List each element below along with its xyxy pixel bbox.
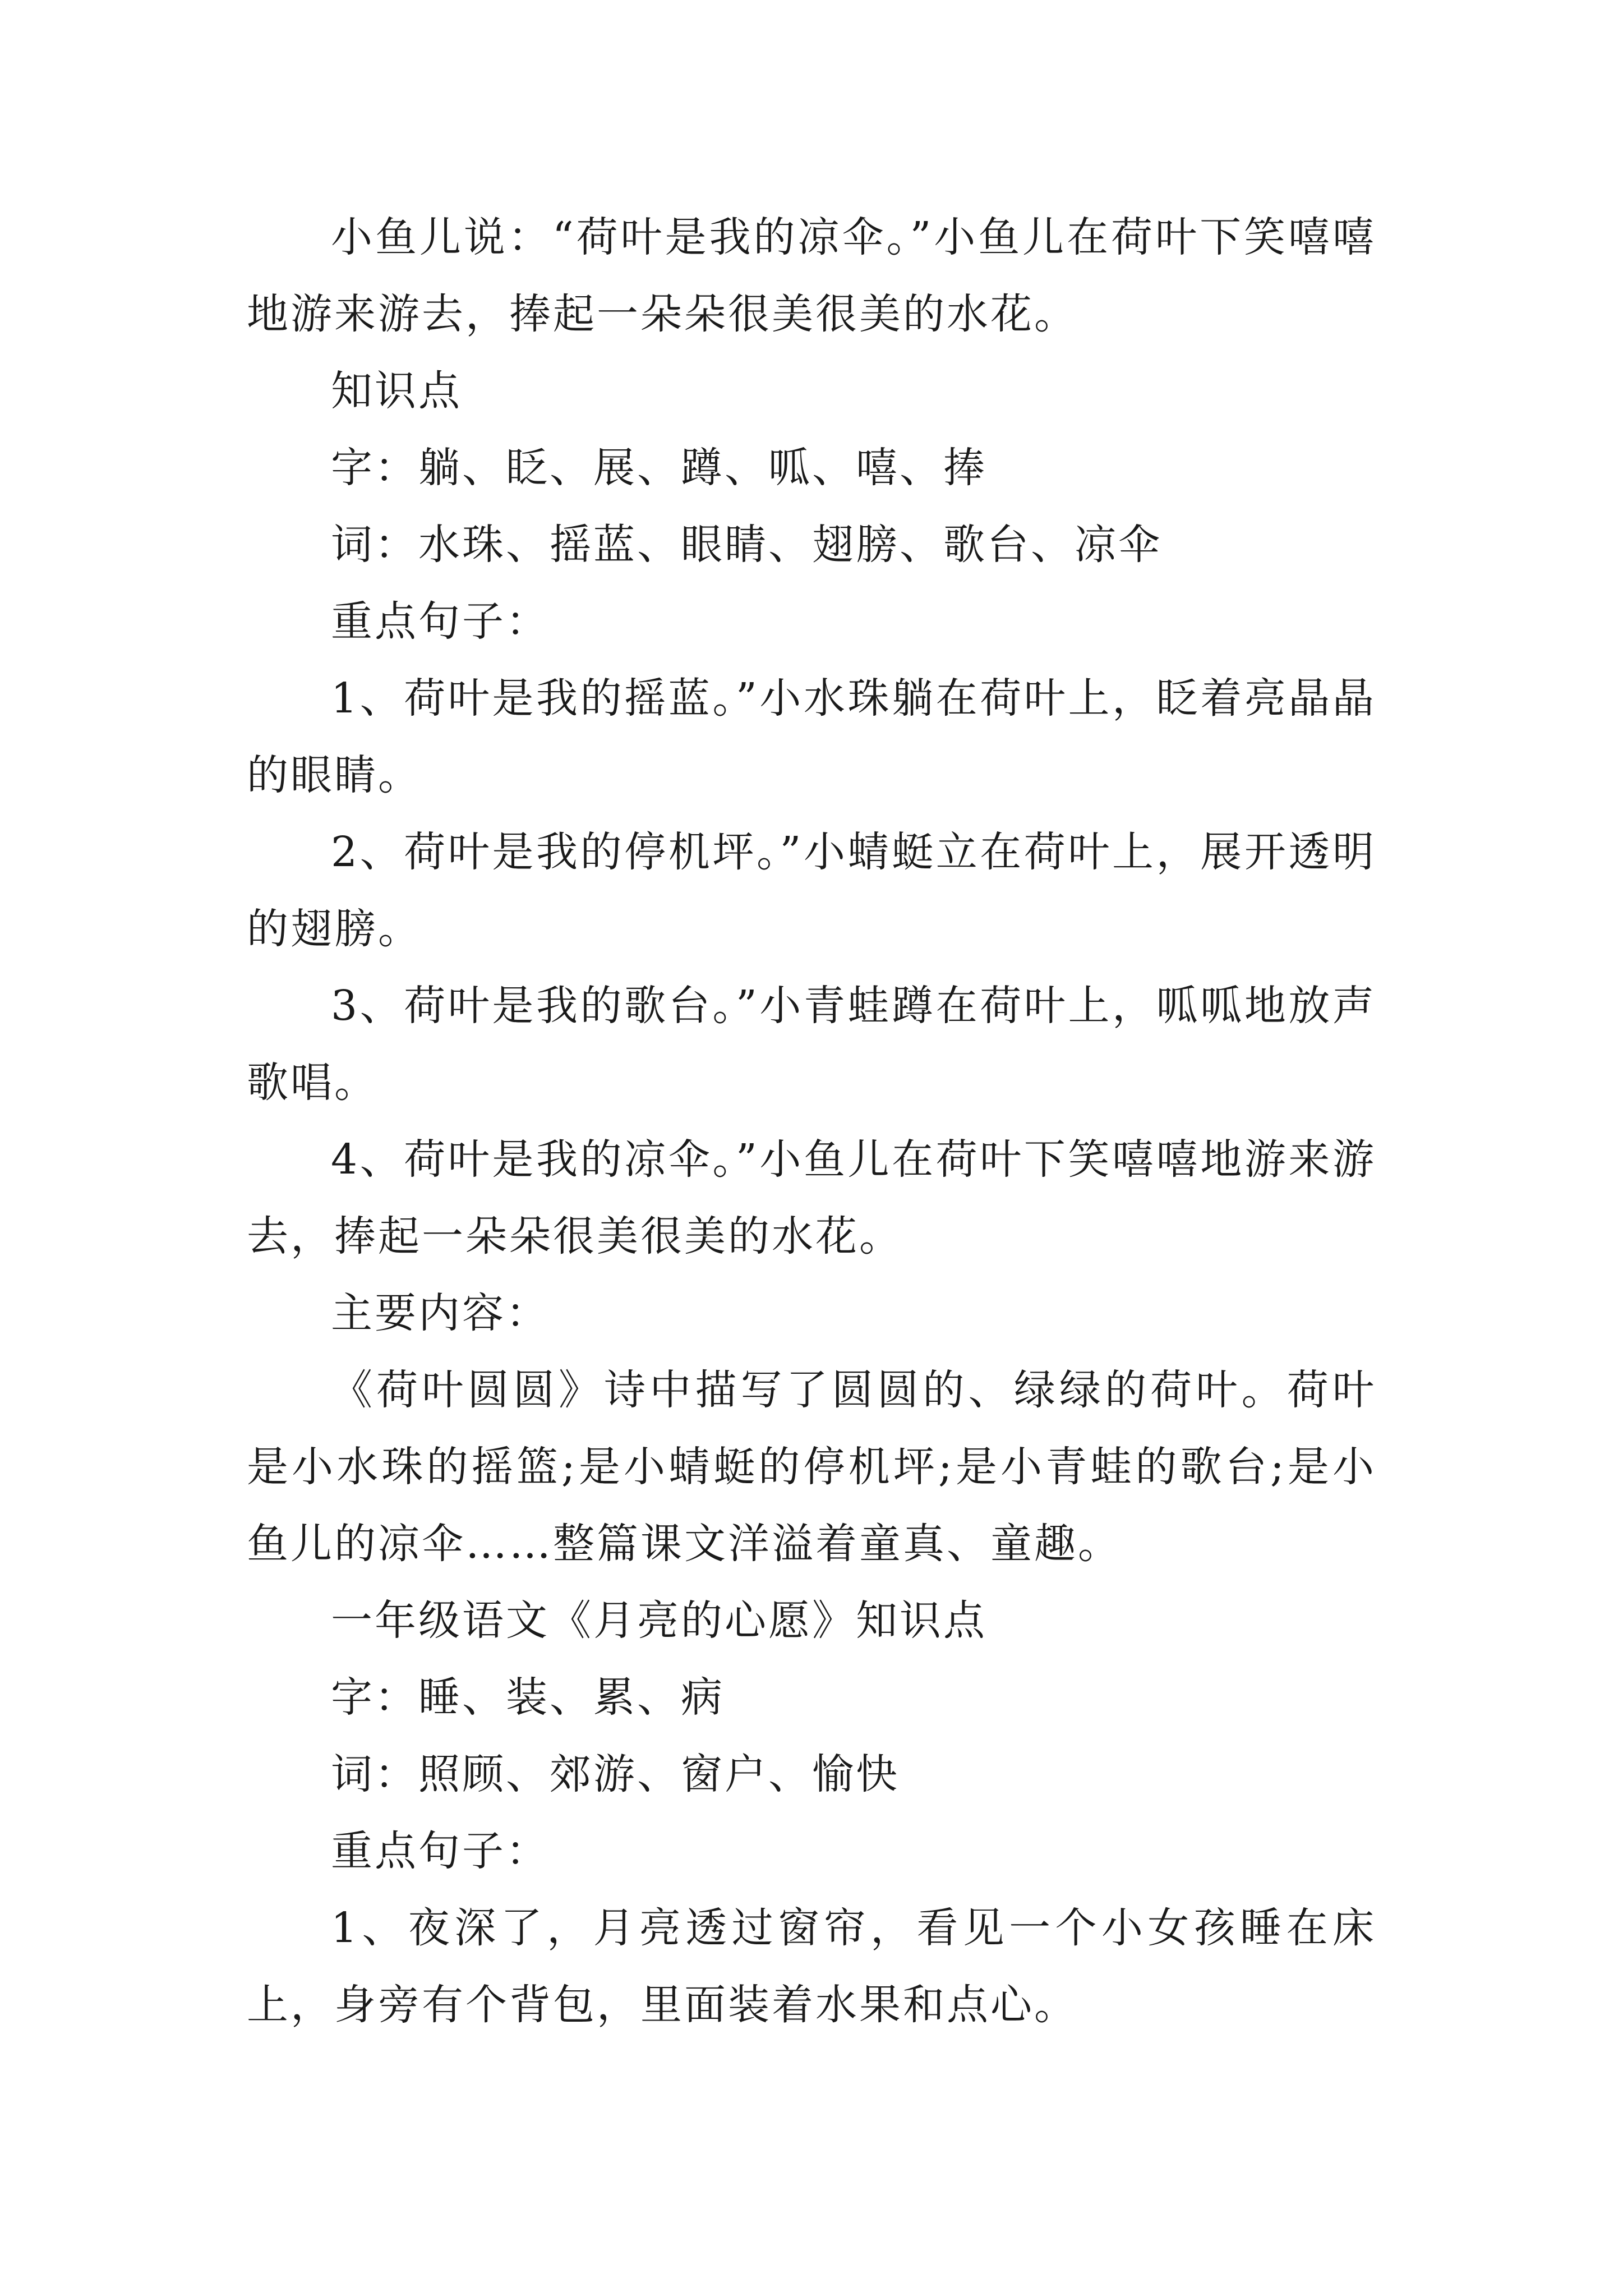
main-content-paragraph: 《荷叶圆圆》诗中描写了圆圆的、绿绿的荷叶。荷叶是小水珠的摇篮;是小蜻蜓的停机坪;是小青蛙的歌台;是小鱼儿的凉伞……整篇课文洋溢着童真、童趣。	[247, 1366, 1376, 1568]
moon-wish-words-list: 词：照顾、郊游、窗户、愉快	[331, 1750, 900, 1798]
key-sentence-2: 2、荷叶是我的停机坪。”小蜻蜓立在荷叶上，展开透明的翅膀。	[247, 828, 1376, 953]
moon-wish-key-sentences-heading: 重点句子：	[331, 1827, 550, 1875]
lesson-title-moon-wish: 一年级语文《月亮的心愿》知识点	[331, 1596, 987, 1645]
section-heading-knowledge-points: 知识点	[331, 367, 462, 415]
paragraph-intro-poem: 小鱼儿说：“荷叶是我的凉伞。”小鱼儿在荷叶下笑嘻嘻地游来游去，捧起一朵朵很美很美的水花。	[247, 213, 1376, 338]
moon-wish-characters-list: 字：睡、装、累、病	[331, 1673, 725, 1722]
key-sentence-4: 4、荷叶是我的凉伞。”小鱼儿在荷叶下笑嘻嘻地游来游去，捧起一朵朵很美很美的水花。	[247, 1135, 1376, 1260]
document-body	[247, 199, 1376, 2044]
main-content-heading: 主要内容：	[331, 1289, 550, 1337]
characters-list: 字：躺、眨、展、蹲、呱、嘻、捧	[331, 444, 987, 492]
moon-wish-key-sentence-1: 1、夜深了，月亮透过窗帘，看见一个小女孩睡在床上，身旁有个背包，里面装着水果和点心。	[247, 1904, 1376, 2029]
key-sentences-heading: 重点句子：	[331, 597, 550, 646]
key-sentence-1: 1、荷叶是我的摇蓝。”小水珠躺在荷叶上，眨着亮晶晶的眼睛。	[247, 674, 1376, 799]
words-list: 词：水珠、摇蓝、眼睛、翅膀、歌台、凉伞	[331, 521, 1162, 569]
key-sentence-3: 3、荷叶是我的歌台。”小青蛙蹲在荷叶上，呱呱地放声歌唱。	[247, 982, 1376, 1107]
